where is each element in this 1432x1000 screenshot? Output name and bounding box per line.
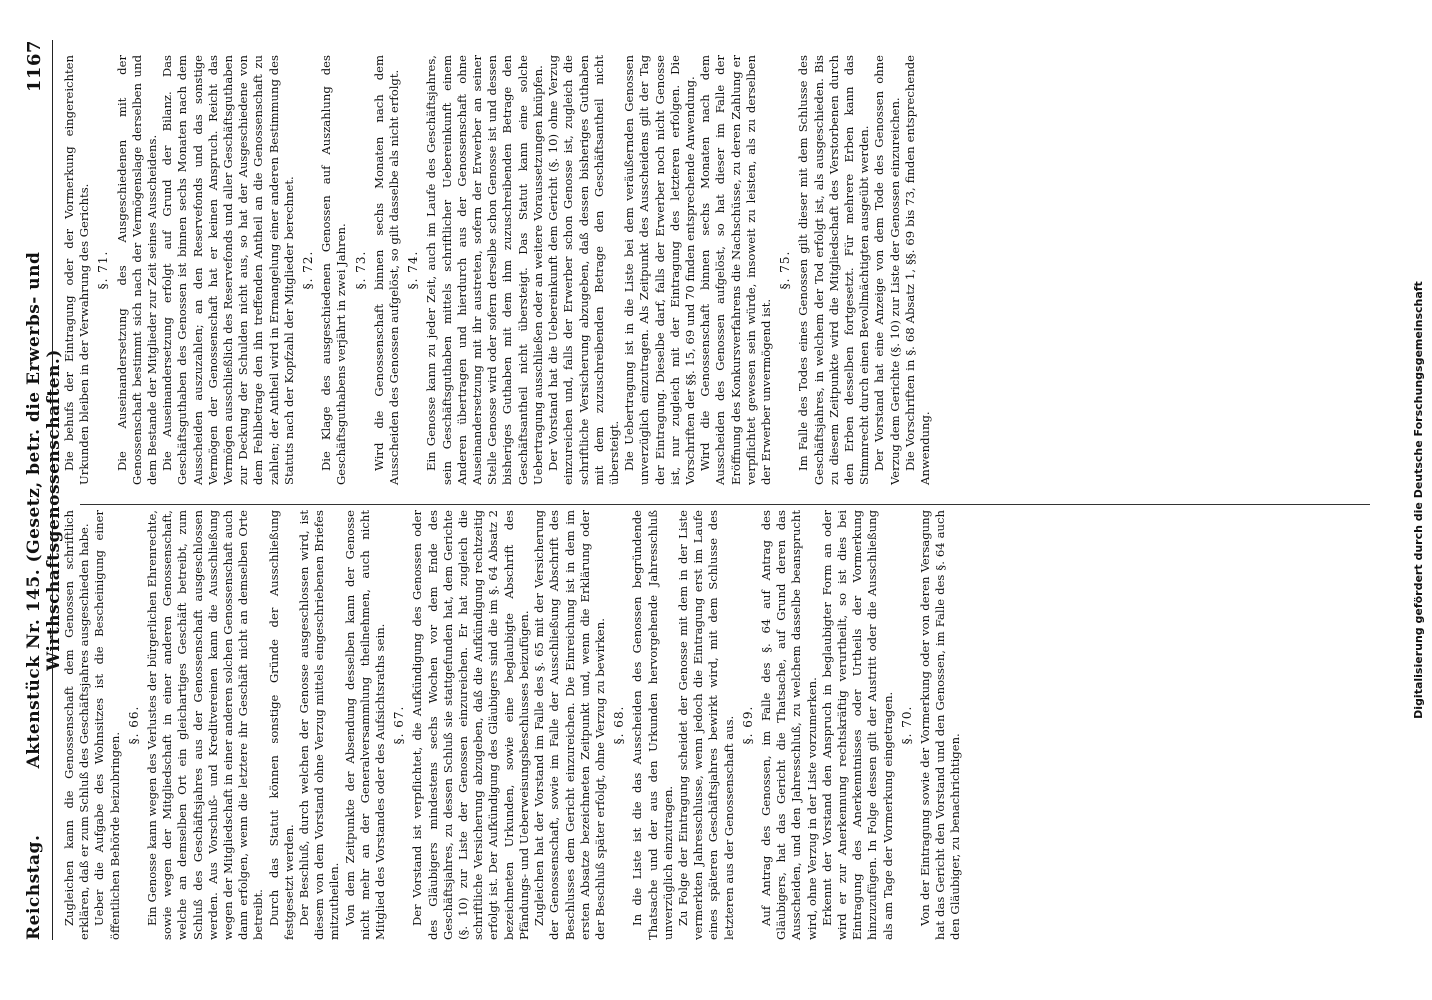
- section-heading: §. 71.: [96, 250, 111, 290]
- header-left: Reichstag.: [24, 834, 44, 940]
- paragraph: Die Uebertragung ist in die Liste bei dem veräußernden Genossen unverzüglich einzutragen. Als Zeitpunkt des Ausscheidens gilt der Tag der Eintragung. Dieselbe darf, falls der Erwerber noch nicht Genosse ist, nur zugleich mit der Eintragung des letzteren erfolgen. Die Vorschriften der §§. 15, 69 und 70 finden entsprechende Anwendung.: [622, 55, 697, 485]
- paragraph: Die Klage des ausgeschiedenen Genossen auf Auszahlung des Geschäftsguthabens verjährt in zwei Jahren.: [319, 55, 349, 485]
- paragraph: Zugleichen kann die Genossenschaft dem Genossen schriftlich erklären, daß er zum Schluß des Geschäftsjahres ausgeschieden habe.: [62, 510, 92, 940]
- paragraph: Von dem Zeitpunkte der Absendung desselben kann der Genosse nicht mehr an der Generalversammlung theilnehmen, auch nicht Mitglied des Vorstandes oder des Aufsichtsraths sein.: [342, 510, 388, 940]
- paragraph: Der Vorstand ist verpflichtet, die Aufkündigung des Genossen oder des Gläubigers mindestens sechs Wochen vor dem Ende des Geschäftsjahres, zu dessen Schluß sie stattgefunden hat, dem Gerichte (§. 10) zur Liste der Genossen einzureichen. Er hat zugleich die schriftliche Versicherung abzugeben, daß die Aufkündigung rechtzeitig erfolgt ist. Der Aufkündigung des Gläubigers sind die im §. 64 Absatz 2 bezeichneten Urkunden, sowie eine beglaubigte Abschrift des Pfändungs- und Ueberweisungsbeschlusses beizufügen.: [410, 510, 531, 940]
- section-heading: §. 69.: [740, 705, 755, 745]
- section-heading: §. 72.: [301, 250, 316, 290]
- header-rule: [52, 40, 53, 940]
- digitization-note: [1408, 40, 1430, 960]
- section-heading: §. 73.: [353, 250, 368, 290]
- section-heading: §. 74.: [406, 250, 421, 290]
- paragraph: Der Vorstand hat die Uebereinkunft dem Gericht (§. 10) ohne Verzug einzureichen und, falls der Erwerber schon Genosse ist, zugleich die schriftliche Versicherung abzugeben, daß dessen bisheriges Guthaben mit dem zuzuschreibenden Betrage den Geschäftsantheil nicht übersteigt.: [546, 55, 621, 485]
- paragraph: Ueber die Aufgabe des Wohnsitzes ist die Bescheinigung einer öffentlichen Behörde beizubringen.: [92, 510, 122, 940]
- paragraph: Durch das Statut können sonstige Gründe der Ausschließung festgesetzt werden.: [266, 510, 296, 940]
- paragraph: Der Beschluß, durch welchen der Genosse ausgeschlossen wird, ist diesem von dem Vorstand ohne Verzug mittels eingeschriebenen Briefes mitzutheilen.: [297, 510, 342, 940]
- paragraph: Zugleichen hat der Vorstand im Falle des §. 65 mit der Versicherung der Genossenschaft, sowie im Falle der Ausschließung Abschrift des Beschlusses dem Gericht einzureichen. Die Einreichung ist in dem im ersten Absatze bezeichneten Zeitpunkt und, wenn die Erklärung oder der Beschluß später erfolgt, ohne Verzug zu bewirken.: [532, 510, 607, 940]
- page-number: 1167: [24, 40, 45, 93]
- paragraph: Von der Eintragung sowie der Vormerkung oder von deren Versagung hat das Gericht den Vorstand und den Genossen, im Falle des §. 64 auch den Gläubiger, zu benachrichtigen.: [917, 510, 963, 940]
- paragraph: Die behufs der Eintragung oder der Vormerkung eingereichten Urkunden bleiben in der Verwahrung des Gerichts.: [62, 55, 92, 485]
- paragraph: Die Auseinandersetzung des Ausgeschiedenen mit der Genossenschaft bestimmt sich nach der Vermögenslage derselben und dem Bestande der Mitglieder zur Zeit seines Ausscheidens.: [114, 55, 160, 485]
- paragraph: Auf Antrag des Genossen, im Falle des §. 64 auf Antrag des Gläubigers, hat das Gericht die Thatsache, auf Grund deren das Ausscheiden, und den Jahresschluß, zu welchem dasselbe beansprucht wird, ohne Verzug in der Liste vorzumerken.: [758, 510, 819, 940]
- column-divider: [80, 504, 1370, 505]
- digitization-note-text: Digitalisierung gefördert durch die Deutsche Forschungsgemeinschaft: [1412, 281, 1425, 719]
- paragraph: Zu Folge der Eintragung scheidet der Genosse mit dem in der Liste vermerkten Jahresschlusse, wenn jedoch die Eintragung erst im Laufe eines späteren Geschäftsjahres bewirkt wird, mit dem Schlusse des letzteren aus der Genossenschaft aus.: [675, 510, 736, 940]
- paragraph: Die Auseinandersetzung erfolgt auf Grund der Bilanz. Das Geschäftsguthaben des Genossen ist binnen sechs Monaten nach dem Ausscheiden auszuzahlen; an den Reservefonds und das sonstige Vermögen der Genossenschaft hat er keinen Anspruch. Reicht das Vermögen ausschließlich des Reservefonds und aller Geschäftsguthaben zur Deckung der Schulden nicht aus, so hat der Ausgeschiedene von dem Fehlbetrage den ihn treffenden Antheil an die Genossenschaft zu zahlen; der Antheil wird in Ermangelung einer anderen Bestimmung des Statuts nach der Kopfzahl der Mitglieder berechnet.: [160, 55, 296, 485]
- paragraph: In die Liste ist die das Ausscheiden des Genossen begründende Thatsache und der aus den Urkunden hervorgehende Jahresschluß unverzüglich einzutragen.: [630, 510, 675, 940]
- paragraph: Die Vorschriften in §. 68 Absatz 1, §§. 69 bis 73, finden entsprechende Anwendung.: [902, 55, 932, 485]
- paragraph: Ein Genosse kann wegen des Verlustes der bürgerlichen Ehrenrechte, sowie wegen der Mitgliedschaft in einer anderen Genossenschaft, welche an demselben Ort ein gleichartiges Geschäft betreibt, zum Schluß des Geschäftsjahres aus der Genossenschaft ausgeschlossen werden. Aus Vorschuß- und Kreditvereinen kann die Ausschließung wegen der Mitgliedschaft in einer anderen solchen Genossenschaft auch dann erfolgen, wenn die letztere ihr Geschäft nicht an demselben Orte betreibt.: [145, 510, 266, 940]
- section-heading: §. 66.: [126, 705, 141, 745]
- section-heading: §. 70.: [899, 705, 914, 745]
- paragraph: Erkennt der Vorstand den Anspruch in beglaubigter Form an oder wird er zur Anerkennung rechtskräftig verurtheilt, so ist dies bei Eintragung des Anerkenntnisses oder Urtheils der Vormerkung hinzuzufügen. In Folge dessen gilt der Austritt oder die Ausschließung als am Tage der Vormerkung eingetragen.: [819, 510, 895, 940]
- section-heading: §. 68.: [612, 705, 627, 745]
- right-column: [62, 55, 933, 485]
- paragraph: Wird die Genossenschaft binnen sechs Monaten nach dem Ausscheiden des Genossen aufgelöst, so gilt dasselbe als nicht erfolgt.: [371, 55, 402, 485]
- paragraph: Im Falle des Todes eines Genossen gilt dieser mit dem Schlusse des Geschäftsjahres, in welchem der Tod erfolgt ist, als ausgeschieden. Bis zu diesem Zeitpunkte wird die Mitgliedschaft des Verstorbenen durch den Erben desselben fortgesetzt. Für mehrere Erben kann das Stimmrecht durch einen Bevollmächtigten ausgeübt werden.: [796, 55, 872, 485]
- left-column: [62, 510, 964, 940]
- section-heading: §. 67.: [392, 705, 407, 745]
- header-title: Aktenstück Nr. 145. (Gesetz, betr. die Erwerbs- und Wirthschaftsgenossenschaften.): [24, 251, 64, 769]
- paragraph: Der Vorstand hat eine Anzeige von dem Tode des Genossen ohne Verzug dem Gerichte (§. 10) zur Liste der Genossen einzureichen.: [872, 55, 902, 485]
- paragraph: Wird die Genossenschaft binnen sechs Monaten nach dem Ausscheiden des Genossen aufgelöst, so hat dieser im Falle der Eröffnung des Konkursverfahrens die Nachschüsse, zu deren Zahlung er verpflichtet gewesen sein würde, insoweit zu leisten, als zu derselben der Erwerber unvermögend ist.: [698, 55, 773, 485]
- paragraph: Ein Genosse kann zu jeder Zeit, auch im Laufe des Geschäftsjahres, sein Geschäftsguthaben mittels schriftlicher Uebereinkunft einem Anderen übertragen und hierdurch aus der Genossenschaft ohne Auseinandersetzung mit ihr austreten, sofern der Erwerber an seiner Stelle Genosse wird oder sofern derselbe schon Genosse ist und dessen bisheriges Guthaben mit dem ihm zuzuschreibenden Betrage den Geschäftsantheil nicht übersteigt. Das Statut kann eine solche Uebertragung ausschließen oder an weitere Voraussetzungen knüpfen.: [424, 55, 545, 485]
- section-heading: §. 75.: [778, 250, 793, 290]
